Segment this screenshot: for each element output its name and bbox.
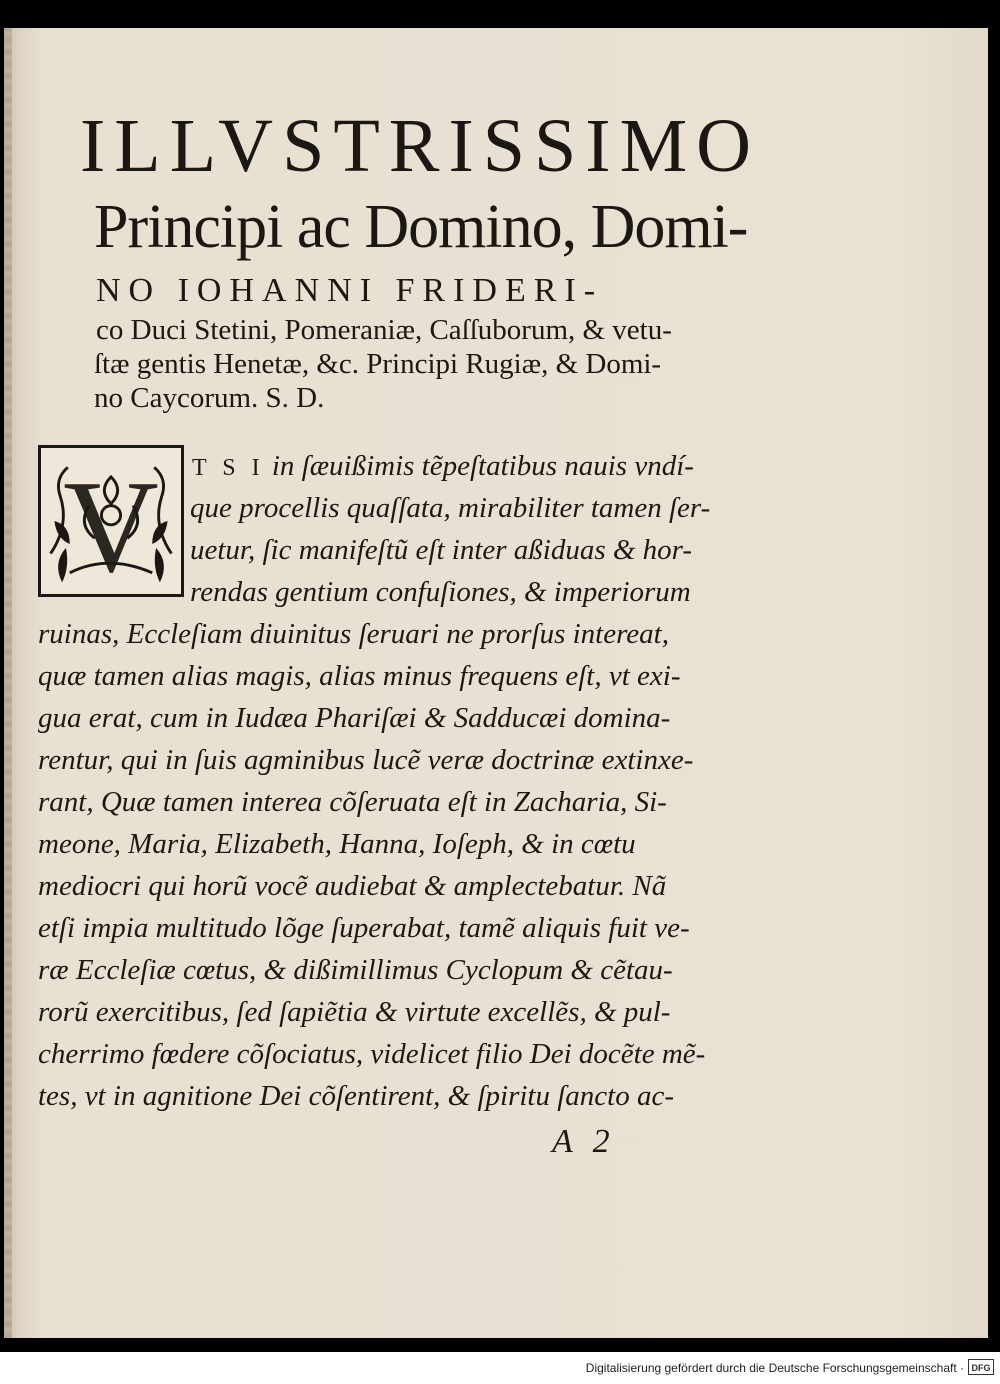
ornament-initial-icon — [41, 448, 181, 594]
text-line — [192, 452, 694, 481]
heading-line-2: Principi ac Domino, Domi- — [94, 193, 748, 261]
text-line: ruinas, Eccleſiam diuinitus ſeruari ne prorſus intereat, — [38, 618, 669, 650]
heading-line-4: co Duci Stetini, Pomeraniæ, Caſſuborum, & vetu- — [96, 314, 672, 346]
text-line: quæ tamen alias magis, alias minus frequens eſt, vt exi- — [38, 660, 681, 692]
initial-letter: V — [63, 452, 159, 594]
dfg-logo-icon: DFG — [968, 1359, 994, 1375]
text-line: que procellis quaſſata, mirabiliter tamen ſer- — [190, 492, 711, 524]
text-line: meone, Maria, Elizabeth, Hanna, Ioſeph, & in cœtu — [38, 828, 636, 860]
text-line: tes, vt in agnitione Dei cõſentirent, & ſpiritu ſancto ac- — [38, 1080, 675, 1112]
heading-line-6: no Caycorum. S. D. — [94, 382, 325, 414]
text-line: ræ Eccleſiæ cœtus, & dißimillimus Cyclopum & cẽtau- — [38, 954, 673, 986]
text-line: uetur, ſic manifeſtũ eſt inter aßiduas & hor- — [190, 534, 693, 566]
text-line: rentur, qui in ſuis agminibus lucẽ veræ doctrinæ extinxe- — [38, 744, 694, 776]
text-run: in ſæuißimis tẽpeſtatibus nauis vndí- — [264, 450, 694, 482]
footer-bar — [0, 1352, 1000, 1384]
heading-line-3: NO IOHANNI FRIDERI- — [96, 272, 604, 309]
page-gutter — [4, 28, 12, 1338]
text-caps: T S I — [192, 455, 265, 481]
funding-notice: Digitalisierung gefördert durch die Deutsche Forschungsgemeinschaft · — [585, 1361, 964, 1375]
text-line: rorũ exercitibus, ſed ſapiẽtia & virtute excellẽs, & pul- — [38, 996, 671, 1028]
signature-mark: A 2 — [552, 1123, 616, 1160]
text-line: cherrimo fœdere cõſociatus, videlicet filio Dei docẽte mẽ- — [38, 1038, 706, 1070]
decorated-initial-v — [38, 445, 184, 597]
heading-line-5: ſtæ gentis Henetæ, &c. Principi Rugiæ, & Domi- — [94, 348, 662, 380]
text-line: rendas gentium confuſiones, & imperiorum — [190, 576, 691, 608]
text-line: etſi impia multitudo lõge ſuperabat, tamẽ aliquis fuit ve- — [38, 912, 690, 944]
text-line: mediocri qui horũ vocẽ audiebat & amplectebatur. Nã — [38, 870, 667, 902]
heading-line-1: ILLVSTRISSIMO — [80, 104, 761, 188]
text-line: rant, Quæ tamen interea cõſeruata eſt in Zacharia, Si- — [38, 786, 667, 818]
text-line: gua erat, cum in Iudæa Phariſæi & Sadducæi domina- — [38, 702, 671, 734]
book-page — [4, 28, 988, 1338]
